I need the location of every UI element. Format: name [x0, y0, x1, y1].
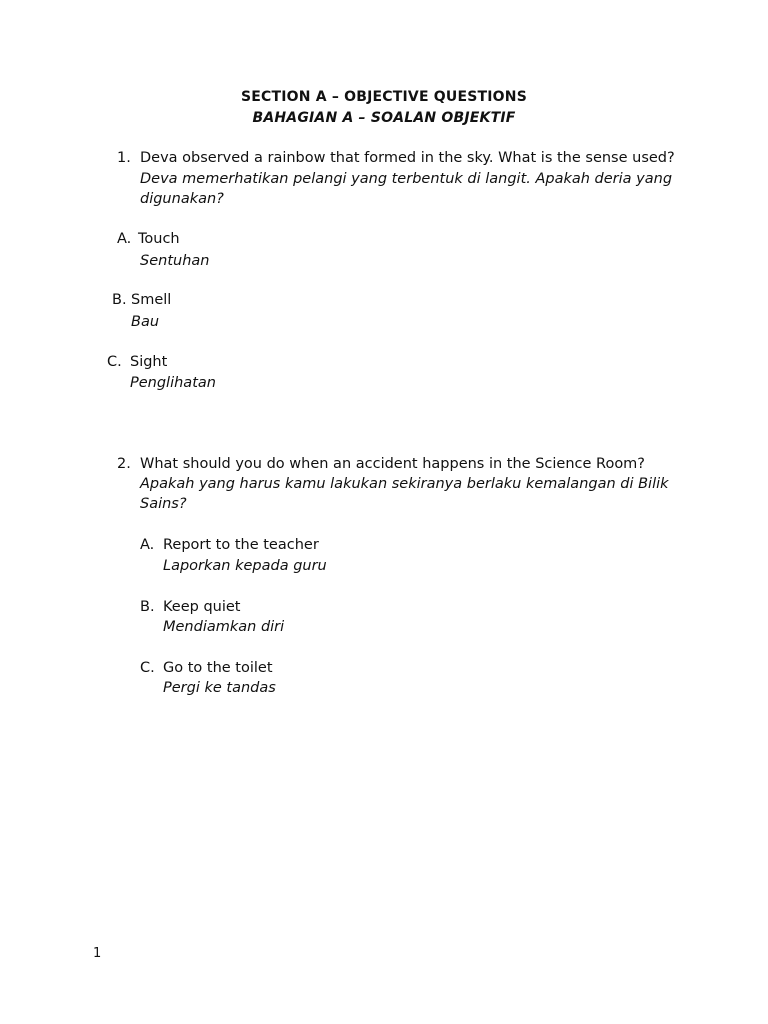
option-text-en: Smell — [131, 292, 172, 308]
question-text-ms: Apakah yang harus kamu lakukan sekiranya berlaku kemalangan di Bilik — [140, 476, 669, 492]
option-letter: B. — [112, 292, 127, 308]
page-number: 1 — [93, 946, 102, 961]
section-title-ms: BAHAGIAN A – SOALAN OBJEKTIF — [252, 110, 516, 126]
option-text-ms: Bau — [131, 314, 160, 330]
question-text-en: What should you do when an accident happens in the Science Room? — [140, 456, 646, 472]
option-letter: C. — [107, 354, 122, 370]
section-title-en: SECTION A – OBJECTIVE QUESTIONS — [241, 89, 527, 105]
option-text-ms: Mendiamkan diri — [163, 619, 285, 635]
option-text-en: Sight — [130, 354, 168, 370]
option-text-en: Keep quiet — [163, 599, 241, 615]
option-text-en: Report to the teacher — [163, 537, 319, 553]
question-text-ms-cont: digunakan? — [140, 191, 224, 207]
option-letter: A. — [117, 231, 132, 247]
option-text-ms: Pergi ke tandas — [163, 680, 276, 696]
question-text-ms: Deva memerhatikan pelangi yang terbentuk di langit. Apakah deria yang — [140, 171, 673, 187]
option-text-ms: Sentuhan — [140, 253, 210, 269]
option-text-ms: Penglihatan — [130, 375, 216, 391]
option-letter: B. — [140, 599, 155, 615]
option-letter: A. — [140, 537, 155, 553]
option-text-en: Go to the toilet — [163, 660, 273, 676]
option-letter: C. — [140, 660, 155, 676]
option-text-ms: Laporkan kepada guru — [163, 558, 327, 574]
option-text-en: Touch — [138, 231, 180, 247]
question-text-en: Deva observed a rainbow that formed in the sky. What is the sense used? — [140, 150, 675, 166]
question-text-ms-cont: Sains? — [140, 496, 187, 512]
question-number: 1. — [117, 150, 131, 166]
question-number: 2. — [117, 456, 131, 472]
